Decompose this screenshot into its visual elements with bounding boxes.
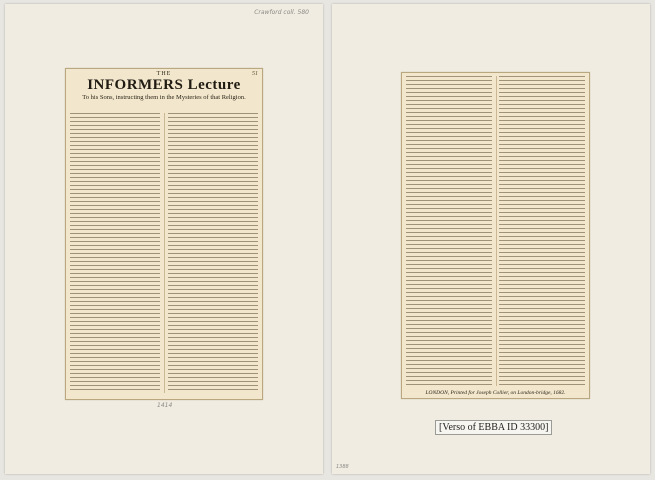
text-column-left (70, 113, 160, 393)
ballad-title-block (66, 69, 262, 102)
folio-number: 51 (252, 71, 258, 77)
column-divider (496, 76, 497, 386)
ballad-sheet-verso (401, 72, 590, 399)
column-divider (164, 113, 165, 393)
left-sheet (5, 4, 323, 474)
ballad-text-columns (70, 113, 258, 393)
pencil-annotation-top: Crawford coll. 580 (254, 9, 309, 16)
title-article: THE (156, 71, 172, 77)
imprint-line: LONDON, Printed for Joseph Collier, on London-bridge, 1682. (425, 390, 566, 396)
verso-caption: [Verso of EBBA ID 33300] (435, 420, 552, 435)
ballad-title: INFORMERS Lecture (87, 77, 241, 93)
ballad-text-columns (406, 76, 585, 386)
pencil-annotation-corner: 1388 (336, 464, 349, 470)
ballad-subtitle: To his Sons, instructing them in the Mysteries of that Religion. (82, 94, 246, 101)
ballad-sheet-recto (65, 68, 263, 400)
text-column-right (499, 76, 585, 386)
text-column-right (168, 113, 258, 393)
text-column-left (406, 76, 492, 386)
right-sheet (332, 4, 650, 474)
pencil-annotation-bottom: 1414 (157, 402, 173, 409)
